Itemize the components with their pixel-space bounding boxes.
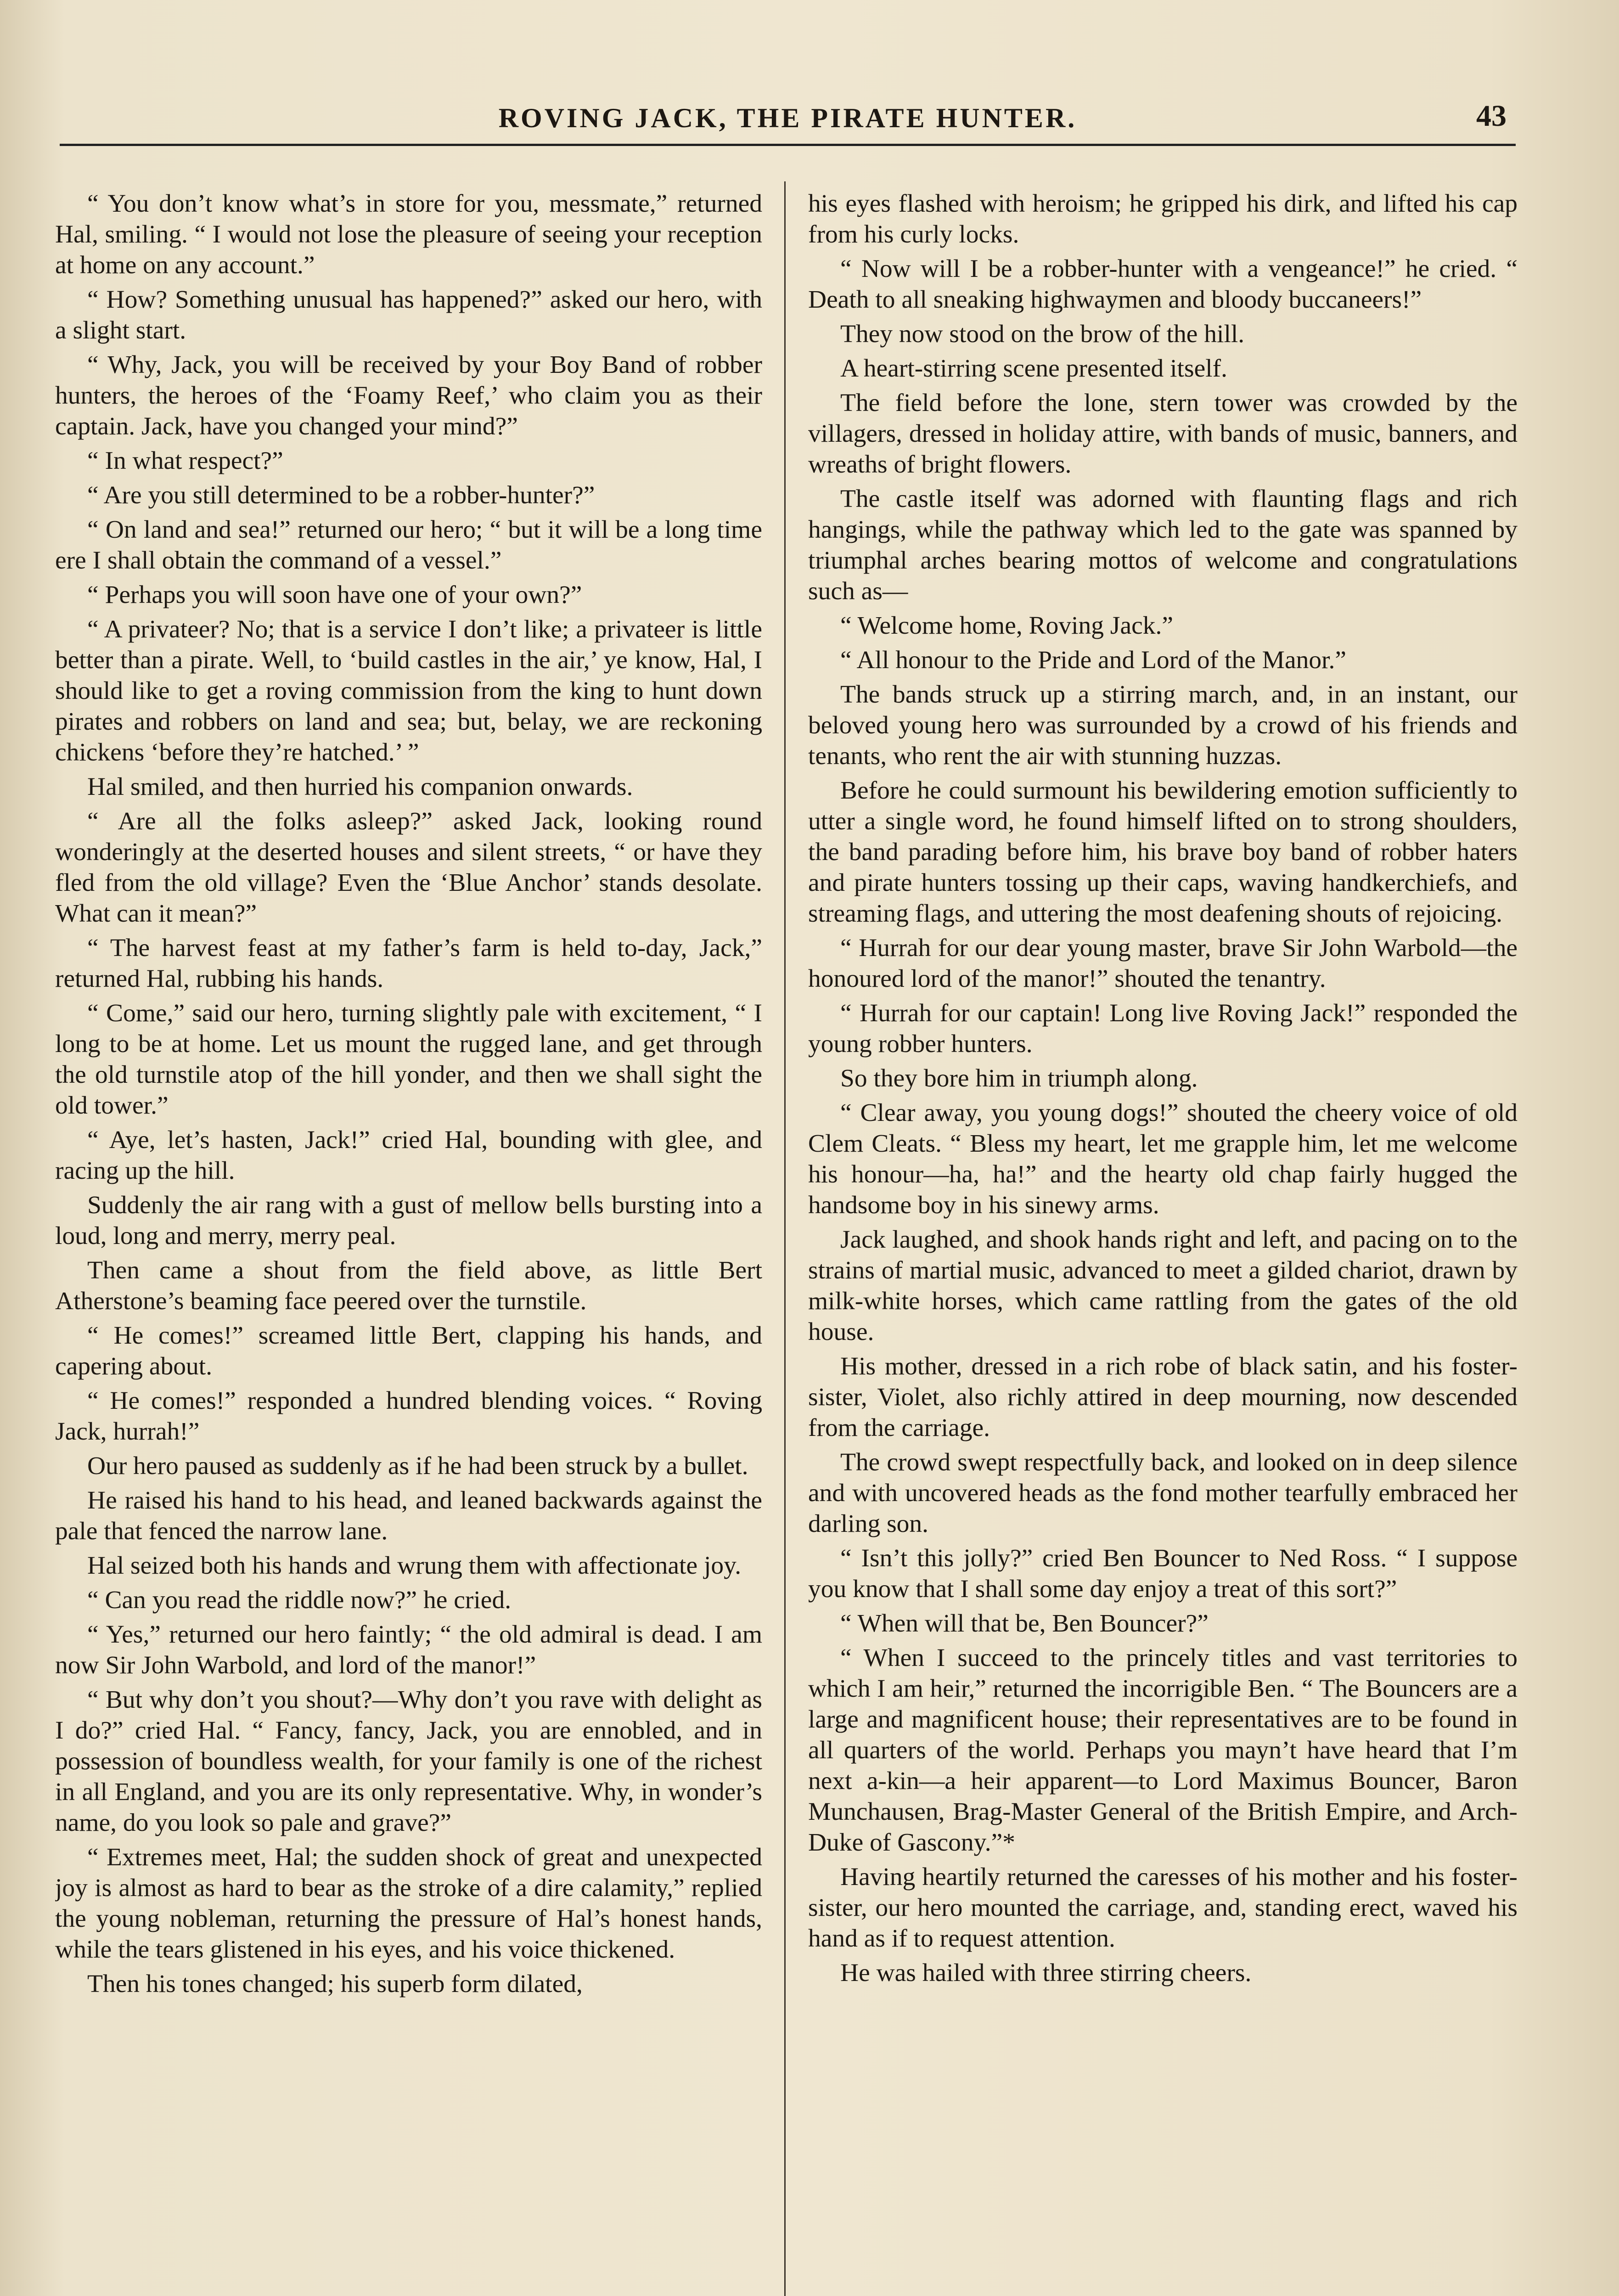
header-rule bbox=[60, 144, 1516, 146]
paragraph: The castle itself was adorned with flaunting flags and rich hangings, while the pathway which led to the gate was spanned by triumphal arches bearing mottos of welcome and congratulations such as— bbox=[808, 485, 1518, 605]
paragraph: The crowd swept respectfully back, and looked on in deep silence and with uncovered heads as the fond mother tearfully embraced her darling son. bbox=[808, 1448, 1518, 1538]
paragraph: “ All honour to the Pride and Lord of the Manor.” bbox=[840, 646, 1347, 674]
paragraph: “ Can you read the riddle now?” he cried. bbox=[87, 1586, 512, 1614]
paragraph: “ When will that be, Ben Bouncer?” bbox=[840, 1609, 1209, 1638]
column-divider bbox=[784, 181, 786, 2296]
paragraph: “ The harvest feast at my father’s farm is held to-day, Jack,” returned Hal, rubbing his hands. bbox=[55, 934, 762, 993]
paragraph: He raised his hand to his head, and leaned backwards against the pale that fenced the narrow lane. bbox=[55, 1486, 762, 1545]
paragraph: “ Clear away, you young dogs!” shouted the cheery voice of old Clem Cleats. “ Bless my heart, let me grapple him, let me welcome his honour—ha, ha!” and the hearty old chap fairly hugged the handsome boy in his sinewy arms. bbox=[808, 1099, 1518, 1219]
paragraph: “ How? Something unusual has happened?” asked our hero, with a slight start. bbox=[55, 286, 762, 344]
paragraph: Suddenly the air rang with a gust of mellow bells bursting into a loud, long and merry, merry peal. bbox=[55, 1191, 762, 1250]
paragraph: “ Why, Jack, you will be received by your Boy Band of robber hunters, the heroes of the ‘Foamy Reef,’ who claim you as their captain. Jack, have you changed your mind?” bbox=[55, 351, 762, 440]
paragraph: “ Are you still determined to be a robber-hunter?” bbox=[87, 481, 595, 509]
paragraph: “ He comes!” screamed little Bert, clapping his hands, and capering about. bbox=[55, 1322, 762, 1380]
paragraph: “ Are all the folks asleep?” asked Jack, looking round wonderingly at the deserted houses and silent streets, “ or have they fled from the old village? Even the ‘Blue Anchor’ stands desolate. What can it mean?” bbox=[55, 807, 762, 928]
paragraph: “ Hurrah for our captain! Long live Roving Jack!” responded the young robber hunters. bbox=[808, 999, 1518, 1058]
paragraph: “ Welcome home, Roving Jack.” bbox=[840, 612, 1174, 640]
paragraph: So they bore him in triumph along. bbox=[840, 1064, 1198, 1092]
paragraph: His mother, dressed in a rich robe of black satin, and his foster-sister, Violet, also richly attired in deep mourning, now descended from the carriage. bbox=[808, 1352, 1518, 1442]
paragraph: Our hero paused as suddenly as if he had been struck by a bullet. bbox=[87, 1452, 748, 1480]
paragraph: “ Now will I be a robber-hunter with a vengeance!” he cried. “ Death to all sneaking highwaymen and bloody buccaneers!” bbox=[808, 255, 1518, 314]
paragraph: his eyes flashed with heroism; he gripped his dirk, and lifted his cap from his curly locks. bbox=[808, 190, 1518, 248]
paragraph: They now stood on the brow of the hill. bbox=[840, 320, 1245, 348]
paragraph: Then his tones changed; his superb form dilated, bbox=[87, 1970, 583, 1998]
paragraph: “ He comes!” responded a hundred blending voices. “ Roving Jack, hurrah!” bbox=[55, 1387, 762, 1446]
paragraph: “ Yes,” returned our hero faintly; “ the old admiral is dead. I am now Sir John Warbold, and lord of the manor!” bbox=[55, 1621, 762, 1679]
paragraph: “ Extremes meet, Hal; the sudden shock of great and unexpected joy is almost as hard to bear as the stroke of a dire calamity,” replied the young nobleman, returning the pressure of Hal’s honest hands, while the tears glistened in his eyes, and his voice thickened. bbox=[55, 1843, 762, 1964]
paragraph: “ A privateer? No; that is a service I don’t like; a privateer is little better than a pirate. Well, to ‘build castles in the air,’ ye know, Hal, I should like to get a roving commission from the king to hunt down pirates and robbers on land and sea; but, belay, we are reckoning chickens ‘before they’re hatched.’ ” bbox=[55, 615, 762, 766]
paragraph: Hal seized both his hands and wrung them with affectionate joy. bbox=[87, 1552, 742, 1580]
paragraph: “ Come,” said our hero, turning slightly pale with excitement, “ I long to be at home. Let us mount the rugged lane, and get through the old turnstile atop of the hill yonder, and then we shall sight the old tower.” bbox=[55, 999, 762, 1120]
paragraph: “ But why don’t you shout?—Why don’t you rave with delight as I do?” cried Hal. “ Fancy, fancy, Jack, you are ennobled, and in possession of boundless wealth, for your family is one of the richest in all England, and you are its only representative. Why, in wonder’s name, do you look so pale and grave?” bbox=[55, 1686, 762, 1837]
running-title: ROVING JACK, THE PIRATE HUNTER. bbox=[498, 103, 1077, 133]
paragraph: “ On land and sea!” returned our hero; “ but it will be a long time ere I shall obtain the command of a vessel.” bbox=[55, 516, 762, 574]
paragraph: “ When I succeed to the princely titles and vast territories to which I am heir,” returned the incorrigible Ben. “ The Bouncers are a large and magnificent house; their representatives are to be found in all quarters of the world. Perhaps you mayn’t have heard that I’m next a-kin—a heir apparent—to Lord Maximus Bouncer, Baron Munchausen, Brag-Master General of the British Empire, and Arch-Duke of Gascony.”* bbox=[808, 1644, 1518, 1857]
running-head bbox=[60, 99, 1516, 154]
right-column bbox=[808, 188, 1518, 2296]
paragraph: Then came a shout from the field above, as little Bert Atherstone’s beaming face peered over the turnstile. bbox=[55, 1256, 762, 1315]
paragraph: Hal smiled, and then hurried his companion onwards. bbox=[87, 773, 633, 801]
paragraph: “ You don’t know what’s in store for you, messmate,” returned Hal, smiling. “ I would not lose the pleasure of seeing your reception at home on any account.” bbox=[55, 190, 762, 279]
page-number: 43 bbox=[1476, 99, 1507, 133]
paragraph: The bands struck up a stirring march, and, in an instant, our beloved young hero was surrounded by a crowd of his friends and tenants, who rent the air with stunning huzzas. bbox=[808, 681, 1518, 770]
paragraph: “ Aye, let’s hasten, Jack!” cried Hal, bounding with glee, and racing up the hill. bbox=[55, 1126, 762, 1185]
paragraph: “ In what respect?” bbox=[87, 447, 283, 475]
paragraph: Jack laughed, and shook hands right and left, and pacing on to the strains of martial music, advanced to meet a gilded chariot, drawn by milk-white horses, which came rattling from the gates of the old house. bbox=[808, 1226, 1518, 1346]
paragraph: “ Perhaps you will soon have one of your own?” bbox=[87, 581, 582, 609]
left-column bbox=[55, 188, 762, 2296]
paragraph: Before he could surmount his bewildering emotion sufficiently to utter a single word, he found himself lifted on to strong shoulders, the band parading before him, his brave boy band of robber haters and pirate hunters tossing up their caps, waving handkerchiefs, and streaming flags, and uttering the most deafening shouts of rejoicing. bbox=[808, 777, 1518, 928]
paragraph: “ Isn’t this jolly?” cried Ben Bouncer to Ned Ross. “ I suppose you know that I shall some day enjoy a treat of this sort?” bbox=[808, 1544, 1518, 1603]
paragraph: He was hailed with three stirring cheers. bbox=[840, 1959, 1252, 1987]
paragraph: “ Hurrah for our dear young master, brave Sir John Warbold—the honoured lord of the manor!” shouted the tenantry. bbox=[808, 934, 1518, 993]
paragraph: The field before the lone, stern tower was crowded by the villagers, dressed in holiday attire, with bands of music, banners, and wreaths of bright flowers. bbox=[808, 389, 1518, 478]
paragraph: Having heartily returned the caresses of his mother and his foster-sister, our hero mounted the carriage, and, standing erect, waved his hand as if to request attention. bbox=[808, 1863, 1518, 1953]
paragraph: A heart-stirring scene presented itself. bbox=[840, 355, 1227, 383]
